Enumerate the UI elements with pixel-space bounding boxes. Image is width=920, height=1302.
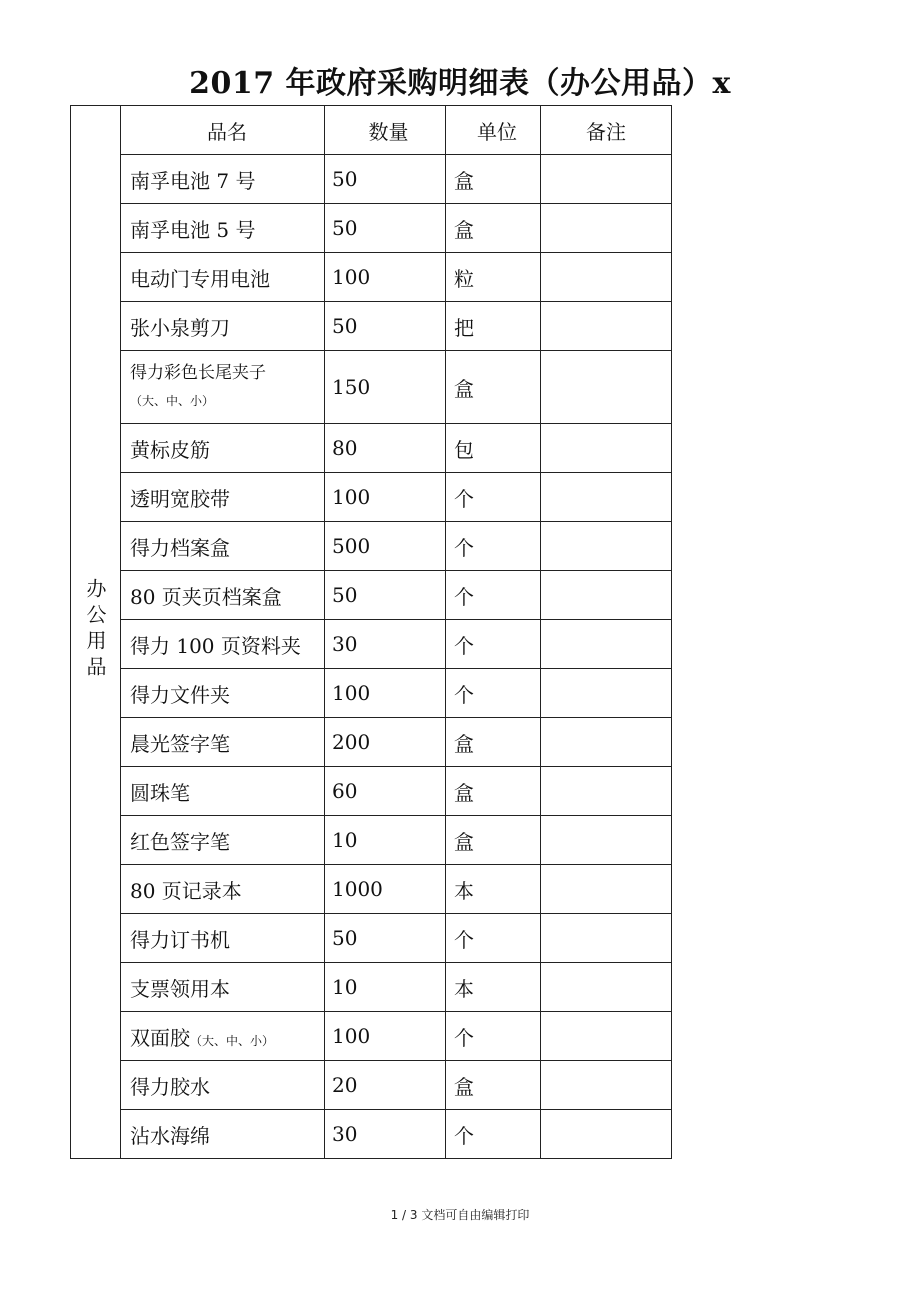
item-qty: 50 bbox=[325, 155, 446, 204]
table-row bbox=[71, 1110, 672, 1159]
item-qty: 500 bbox=[325, 522, 446, 571]
item-qty: 50 bbox=[325, 302, 446, 351]
item-unit: 个 bbox=[446, 571, 541, 620]
table-header-row bbox=[71, 106, 672, 155]
item-name: 沾水海绵 bbox=[121, 1110, 325, 1159]
item-name: 得力胶水 bbox=[121, 1061, 325, 1110]
table-row bbox=[71, 816, 672, 865]
item-note bbox=[541, 351, 672, 424]
table-row bbox=[71, 522, 672, 571]
item-qty: 50 bbox=[325, 204, 446, 253]
item-unit: 包 bbox=[446, 424, 541, 473]
header-note: 备注 bbox=[541, 106, 672, 155]
item-name-cell bbox=[121, 351, 325, 424]
item-note bbox=[541, 1110, 672, 1159]
item-unit: 盒 bbox=[446, 767, 541, 816]
item-unit: 粒 bbox=[446, 253, 541, 302]
item-qty: 100 bbox=[325, 473, 446, 522]
item-name: 支票领用本 bbox=[121, 963, 325, 1012]
item-unit: 盒 bbox=[446, 155, 541, 204]
table-row bbox=[71, 155, 672, 204]
table-row bbox=[71, 718, 672, 767]
item-name: 得力彩色长尾夹子 bbox=[130, 363, 266, 383]
item-qty: 150 bbox=[325, 351, 446, 424]
item-name: 黄标皮筋 bbox=[121, 424, 325, 473]
item-name: 得力文件夹 bbox=[121, 669, 325, 718]
item-name: 晨光签字笔 bbox=[121, 718, 325, 767]
header-qty: 数量 bbox=[325, 106, 446, 155]
item-qty: 20 bbox=[325, 1061, 446, 1110]
item-name-cell bbox=[121, 1012, 325, 1061]
item-unit: 个 bbox=[446, 1012, 541, 1061]
item-note bbox=[541, 155, 672, 204]
item-qty: 50 bbox=[325, 914, 446, 963]
table-row bbox=[71, 302, 672, 351]
item-unit: 盒 bbox=[446, 204, 541, 253]
table-row bbox=[71, 1061, 672, 1110]
procurement-table bbox=[70, 105, 672, 1159]
item-note bbox=[541, 473, 672, 522]
item-qty: 1000 bbox=[325, 865, 446, 914]
item-unit: 盒 bbox=[446, 816, 541, 865]
item-unit: 盒 bbox=[446, 351, 541, 424]
item-qty: 80 bbox=[325, 424, 446, 473]
item-name: 南孚电池 5 号 bbox=[121, 204, 325, 253]
item-qty: 100 bbox=[325, 669, 446, 718]
item-name: 得力档案盒 bbox=[121, 522, 325, 571]
item-note bbox=[541, 424, 672, 473]
item-note bbox=[541, 253, 672, 302]
item-unit: 把 bbox=[446, 302, 541, 351]
item-name: 透明宽胶带 bbox=[121, 473, 325, 522]
item-qty: 30 bbox=[325, 620, 446, 669]
item-unit: 本 bbox=[446, 963, 541, 1012]
item-unit: 个 bbox=[446, 473, 541, 522]
item-name: 得力 100 页资料夹 bbox=[121, 620, 325, 669]
item-note bbox=[541, 963, 672, 1012]
item-unit: 盒 bbox=[446, 718, 541, 767]
item-name: 双面胶 bbox=[130, 1025, 190, 1050]
table-row bbox=[71, 351, 672, 424]
item-unit: 个 bbox=[446, 669, 541, 718]
item-unit: 个 bbox=[446, 620, 541, 669]
item-unit: 个 bbox=[446, 1110, 541, 1159]
category-cell bbox=[71, 106, 121, 1159]
category-label: 办公用品 bbox=[83, 577, 107, 682]
item-qty: 60 bbox=[325, 767, 446, 816]
item-qty: 200 bbox=[325, 718, 446, 767]
item-note bbox=[541, 1012, 672, 1061]
table-row bbox=[71, 571, 672, 620]
document-title: 2017 年政府采购明细表（办公用品）x bbox=[189, 66, 731, 101]
table-row bbox=[71, 669, 672, 718]
item-note bbox=[541, 816, 672, 865]
item-name: 南孚电池 7 号 bbox=[121, 155, 325, 204]
item-name: 80 页记录本 bbox=[121, 865, 325, 914]
item-unit: 个 bbox=[446, 522, 541, 571]
table-row bbox=[71, 963, 672, 1012]
item-note bbox=[541, 669, 672, 718]
item-note bbox=[541, 767, 672, 816]
item-note bbox=[541, 522, 672, 571]
item-note bbox=[541, 865, 672, 914]
item-unit: 个 bbox=[446, 914, 541, 963]
item-unit: 本 bbox=[446, 865, 541, 914]
table-row bbox=[71, 1012, 672, 1061]
item-name: 张小泉剪刀 bbox=[121, 302, 325, 351]
item-qty: 100 bbox=[325, 253, 446, 302]
page-footer: 1 / 3 文档可自由编辑打印 bbox=[390, 1208, 530, 1222]
table-row bbox=[71, 865, 672, 914]
item-name: 80 页夹页档案盒 bbox=[121, 571, 325, 620]
item-note bbox=[541, 571, 672, 620]
table-row bbox=[71, 424, 672, 473]
item-qty: 50 bbox=[325, 571, 446, 620]
table-row bbox=[71, 473, 672, 522]
header-unit: 单位 bbox=[446, 106, 541, 155]
item-qty: 10 bbox=[325, 816, 446, 865]
item-note bbox=[541, 302, 672, 351]
table-row bbox=[71, 767, 672, 816]
item-name: 圆珠笔 bbox=[121, 767, 325, 816]
item-note bbox=[541, 1061, 672, 1110]
item-qty: 10 bbox=[325, 963, 446, 1012]
table-row bbox=[71, 620, 672, 669]
item-name: 电动门专用电池 bbox=[121, 253, 325, 302]
item-name-sub: （大、中、小） bbox=[130, 394, 215, 408]
item-note bbox=[541, 204, 672, 253]
item-name: 得力订书机 bbox=[121, 914, 325, 963]
table-row bbox=[71, 253, 672, 302]
header-name: 品名 bbox=[121, 106, 325, 155]
item-qty: 30 bbox=[325, 1110, 446, 1159]
item-qty: 100 bbox=[325, 1012, 446, 1061]
item-note bbox=[541, 620, 672, 669]
table-row bbox=[71, 914, 672, 963]
table-row bbox=[71, 204, 672, 253]
item-name: 红色签字笔 bbox=[121, 816, 325, 865]
item-note bbox=[541, 718, 672, 767]
item-note bbox=[541, 914, 672, 963]
item-name-sub: （大、中、小） bbox=[190, 1033, 275, 1048]
item-unit: 盒 bbox=[446, 1061, 541, 1110]
